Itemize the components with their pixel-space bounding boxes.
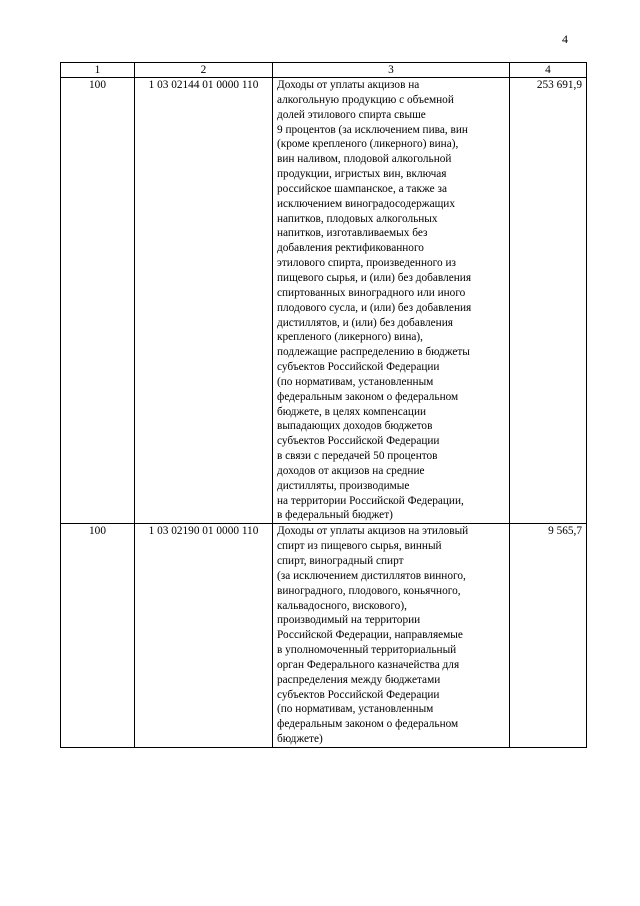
revenue-description bbox=[273, 524, 510, 748]
administrator-code: 100 bbox=[61, 78, 135, 524]
description-line: орган Федерального казначейства для bbox=[277, 658, 460, 671]
table-row bbox=[61, 78, 587, 524]
description-line: долей этилового спирта свыше bbox=[277, 108, 426, 121]
budget-classification-code: 1 03 02190 01 0000 110 bbox=[135, 524, 273, 748]
column-number-row bbox=[61, 63, 587, 78]
description-line: дистилляты, производимые bbox=[277, 479, 410, 492]
page-number: 4 bbox=[562, 32, 568, 46]
description-line: (за исключением дистиллятов винного, bbox=[277, 569, 466, 582]
description-line: Доходы от уплаты акцизов на bbox=[277, 79, 420, 91]
revenue-description bbox=[273, 78, 510, 524]
description-line: (по нормативам, установленным bbox=[277, 375, 434, 388]
description-line: доходов от акцизов на средние bbox=[277, 464, 425, 477]
description-line: бюджете) bbox=[277, 733, 323, 746]
description-line: производимый на территории bbox=[277, 614, 421, 627]
description-line: Доходы от уплаты акцизов на этиловый bbox=[277, 525, 469, 538]
description-line: дистиллятов, и (или) без добавления bbox=[277, 316, 453, 329]
description-line: кальвадосного, вискового), bbox=[277, 599, 407, 612]
description-line: федеральным законом о федеральном bbox=[277, 718, 459, 731]
budget-classification-code: 1 03 02144 01 0000 110 bbox=[135, 78, 273, 524]
description-line: алкогольную продукцию с объемной bbox=[277, 93, 454, 106]
column-header: 3 bbox=[273, 63, 510, 78]
description-line: в уполномоченный территориальный bbox=[277, 644, 457, 657]
description-line: добавления ректификованного bbox=[277, 242, 424, 255]
description-line: плодового сусла, и (или) без добавления bbox=[277, 301, 472, 314]
description-line: крепленого (ликерного) вина), bbox=[277, 331, 423, 344]
description-line: на территории Российской Федерации, bbox=[277, 494, 464, 507]
description-line: вин наливом, плодовой алкогольной bbox=[277, 153, 452, 166]
description-line: виноградного, плодового, коньячного, bbox=[277, 584, 461, 597]
description-line: Российской Федерации, направляемые bbox=[277, 629, 463, 642]
administrator-code: 100 bbox=[61, 524, 135, 748]
description-line: российское шампанское, а также за bbox=[277, 182, 447, 195]
description-line: федеральным законом о федеральном bbox=[277, 390, 459, 403]
description-line: субъектов Российской Федерации bbox=[277, 688, 440, 701]
column-header: 2 bbox=[135, 63, 273, 78]
description-line: субъектов Российской Федерации bbox=[277, 435, 440, 448]
description-line: распределения между бюджетами bbox=[277, 673, 441, 686]
column-header: 4 bbox=[510, 63, 587, 78]
description-line: напитков, изготавливаемых без bbox=[277, 227, 428, 240]
description-line: выпадающих доходов бюджетов bbox=[277, 420, 433, 433]
revenue-table bbox=[60, 62, 587, 748]
description-line: (по нормативам, установленным bbox=[277, 703, 434, 716]
description-line: в федеральный бюджет) bbox=[277, 509, 393, 522]
description-line: исключением виноградосодержащих bbox=[277, 197, 455, 210]
amount-value: 9 565,7 bbox=[510, 524, 587, 748]
description-line: субъектов Российской Федерации bbox=[277, 361, 440, 374]
description-line: продукции, игристых вин, включая bbox=[277, 168, 447, 181]
table-row bbox=[61, 524, 587, 748]
description-line: напитков, плодовых алкогольных bbox=[277, 212, 438, 225]
description-line: подлежащие распределению в бюджеты bbox=[277, 346, 470, 359]
description-line: спирт, виноградный спирт bbox=[277, 555, 404, 567]
amount-value: 253 691,9 bbox=[510, 78, 587, 524]
description-line: спиртованных виноградного или иного bbox=[277, 286, 466, 299]
description-line: бюджете, в целях компенсации bbox=[277, 405, 427, 418]
description-line: в связи с передачей 50 процентов bbox=[277, 450, 438, 463]
description-line: этилового спирта, произведенного из bbox=[277, 257, 457, 270]
column-header: 1 bbox=[61, 63, 135, 78]
description-line: 9 процентов (за исключением пива, вин bbox=[277, 123, 468, 136]
description-line: пищевого сырья, и (или) без добавления bbox=[277, 271, 472, 284]
description-line: (кроме крепленого (ликерного) вина), bbox=[277, 138, 459, 151]
description-line: спирт из пищевого сырья, винный bbox=[277, 540, 442, 553]
